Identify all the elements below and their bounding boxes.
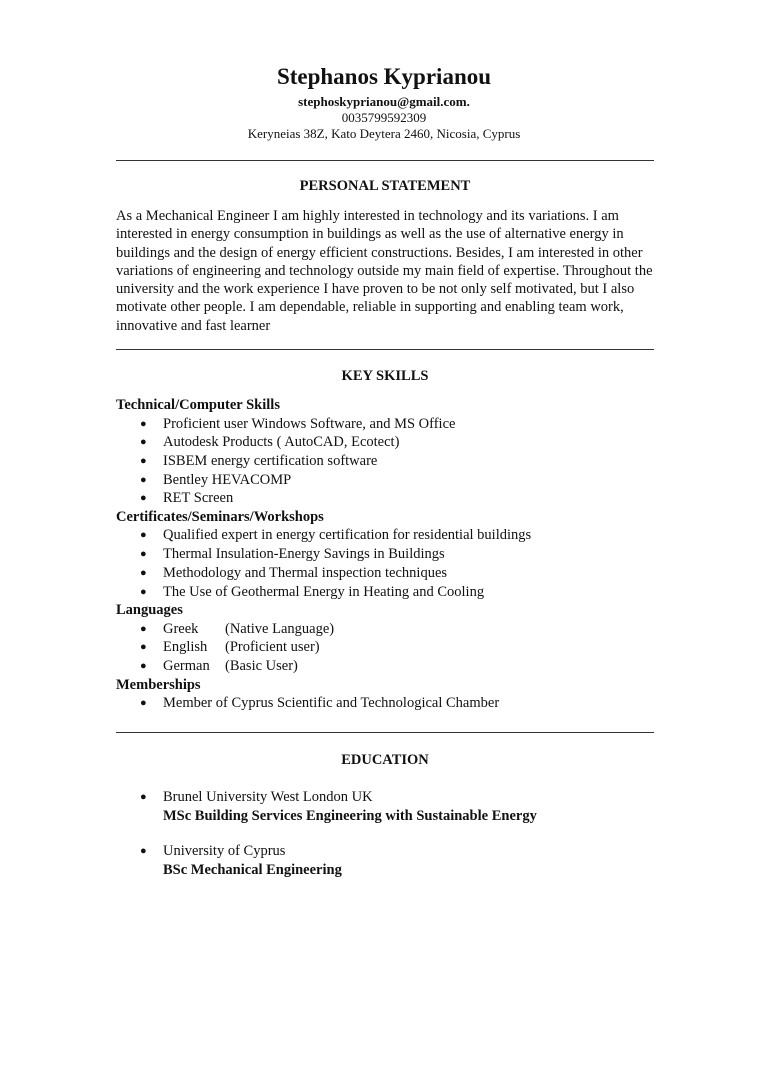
bullet-icon: ● <box>140 529 147 542</box>
bullet-icon: ● <box>140 641 147 654</box>
list-item: ● Thermal Insulation-Energy Savings in Buildings <box>140 546 445 563</box>
candidate-name: Stephanos Kyprianou <box>276 64 492 89</box>
list-item: ● The Use of Geothermal Energy in Heating and Cooling <box>140 583 485 600</box>
list-item <box>116 638 661 657</box>
list-item: ● Qualified expert in energy certification for residential buildings <box>140 527 532 544</box>
divider-skills <box>116 732 654 733</box>
key-skills-title: KEY SKILLS <box>341 368 429 384</box>
personal-statement-text: As a Mechanical Engineer I am highly interested in technology and its variations. I am interested in energy consumption in buildings as well as the use of alternative energy in buildings and the design of energy efficient constructions. Besides, I am interested in other variations of engineering and technology outside my main field of expertise. Throughout the university and the work experience I have proven to be not only self motivated, but I also motivate other people. I am dependable, reliable in supporting and enabling team work, innovative and fast learner <box>116 208 653 334</box>
technical-skills-list <box>116 415 661 508</box>
bullet-icon: ● <box>140 454 147 467</box>
language-name: English <box>163 639 208 656</box>
bullet-icon: ● <box>140 622 147 635</box>
bullet-icon: ● <box>140 791 147 803</box>
education-entry <box>116 788 661 825</box>
memberships-heading: Memberships <box>116 676 201 693</box>
list-item: ● Proficient user Windows Software, and MS Office <box>140 415 456 432</box>
language-level: (Proficient user) <box>225 639 320 656</box>
education-institution: ● Brunel University West London UK <box>140 789 373 805</box>
bullet-icon: ● <box>140 417 147 430</box>
bullet-icon: ● <box>140 436 147 449</box>
list-item: ● Methodology and Thermal inspection techniques <box>140 564 448 581</box>
certificates-heading: Certificates/Seminars/Workshops <box>116 508 324 525</box>
list-item: ● Autodesk Products ( AutoCAD, Ecotect) <box>140 434 400 451</box>
bullet-icon: ● <box>140 473 147 486</box>
list-item: ● Bentley HEVACOMP <box>140 471 292 488</box>
bullet-icon: ● <box>140 585 147 598</box>
memberships-list <box>116 694 661 713</box>
bullet-icon: ● <box>140 845 147 857</box>
bullet-icon: ● <box>140 566 147 579</box>
education-title: EDUCATION <box>341 752 429 768</box>
technical-skills-heading: Technical/Computer Skills <box>116 397 280 413</box>
language-name: Greek <box>163 620 199 637</box>
phone-number: 0035799592309 <box>341 110 427 125</box>
education-entry <box>116 842 661 879</box>
list-item: ● RET Screen <box>140 490 234 507</box>
bullet-icon: ● <box>140 660 147 673</box>
personal-statement-title: PERSONAL STATEMENT <box>299 178 471 194</box>
bullet-icon: ● <box>140 548 147 561</box>
language-level: (Basic User) <box>225 658 298 675</box>
postal-address: Keryneias 38Z, Kato Deytera 2460, Nicosia, Cyprus <box>247 126 521 141</box>
divider-statement <box>116 349 654 350</box>
list-item: ● ISBEM energy certification software <box>140 452 378 469</box>
language-name: German <box>163 658 210 675</box>
list-item <box>116 657 661 676</box>
certificates-list <box>116 526 661 601</box>
language-level: (Native Language) <box>225 620 335 637</box>
key-skills-block <box>116 396 661 713</box>
list-item: ● Member of Cyprus Scientific and Technological Chamber <box>140 695 500 712</box>
bullet-icon: ● <box>140 697 147 710</box>
email-address: stephoskyprianou@gmail.com. <box>298 94 470 109</box>
languages-list <box>116 620 661 676</box>
education-degree: MSc Building Services Engineering with Sustainable Energy <box>163 807 537 824</box>
list-item <box>116 620 661 639</box>
education-institution: ● University of Cyprus <box>140 843 286 859</box>
languages-heading: Languages <box>116 602 183 619</box>
education-degree: BSc Mechanical Engineering <box>163 861 342 878</box>
divider-header <box>116 160 654 161</box>
bullet-icon: ● <box>140 492 147 505</box>
